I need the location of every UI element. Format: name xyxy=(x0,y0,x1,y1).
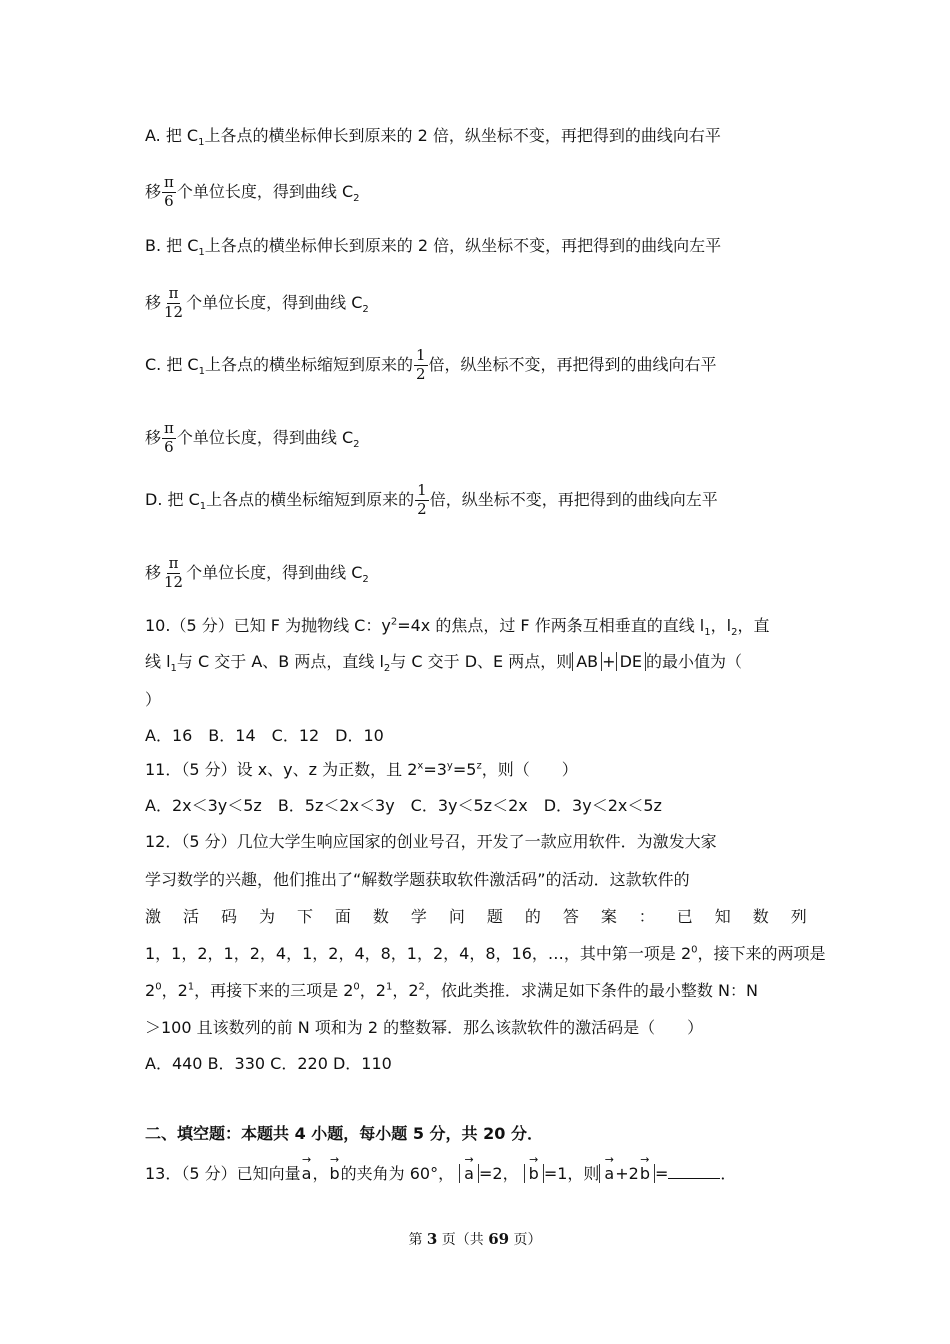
q12-line6: ＞100 且该数列的前 N 项和为 2 的整数幂．那么该款软件的激活码是（ ） xyxy=(145,1018,704,1037)
fraction: $\frac{\pi}{12}$ xyxy=(164,554,184,591)
abs-ab: AB xyxy=(572,652,602,671)
fraction: $\frac{\pi}{6}$ xyxy=(164,419,174,456)
abs-vector-a: → a xyxy=(459,1164,479,1183)
q9-option-d-line1: D. 把 $C_1$上各点的横坐标缩短到原来的 $\frac{1}{2}$ 倍，纵坐标不变，再把得到的曲线向左平 xyxy=(145,481,718,518)
q12-line1: 12．（5 分）几位大学生响应国家的创业号召，开发了一款应用软件．为激发大家 xyxy=(145,832,717,851)
q9-option-a-line2: 移 $\frac{\pi}{6}$ 个单位长度，得到曲线 $C_2$ xyxy=(145,173,360,210)
q10-line2: 线 $l_1$与 C 交于 A、B 两点，直线 $l_2$与 C 交于 D、E 两点，则 AB + DE 的最小值为（ xyxy=(145,652,743,675)
vector-a: → a xyxy=(302,1162,312,1182)
q10-options: A．16 B．14 C．12 D．10 xyxy=(145,726,384,745)
q9-option-a-line1: A. 把 $C_1$上各点的横坐标伸长到原来的 2 倍，纵坐标不变，再把得到的曲线向右平 xyxy=(145,126,721,149)
fraction: $\frac{\pi}{12}$ xyxy=(164,284,184,321)
q10-line3: ） xyxy=(145,690,162,709)
vector-b: → b xyxy=(329,1162,339,1182)
q12-line2: 学习数学的兴趣，他们推出了“解数学题获取软件激活码”的活动．这款软件的 xyxy=(145,870,690,889)
q11-options: A．2x＜3y＜5z B．5z＜2x＜3y C．3y＜5z＜2x D．3y＜2x＜5z xyxy=(145,796,662,815)
q12-line4: 1，1，2，1，2，4，1，2，4，8，1，2，4，8，16，…，其中第一项是 $2^0$，接下来的两项是 xyxy=(145,944,826,963)
q9-option-c-line2: 移 $\frac{\pi}{6}$ 个单位长度，得到曲线 $C_2$ xyxy=(145,419,360,456)
q11-stem: 11．（5 分）设 x、y、z 为正数，且 $2^x=3^y=5^z$，则（ ） xyxy=(145,760,578,779)
answer-blank xyxy=(668,1164,720,1179)
abs-vector-sum: → a+2→ b xyxy=(599,1164,655,1183)
fraction: $\frac{\pi}{6}$ xyxy=(164,173,174,210)
q10-line1: 10.（5 分）已知 F 为抛物线 C：$y^2=4x$ 的焦点，过 F 作两条互相垂直的直线 $l_1$，$l_2$，直 xyxy=(145,616,770,639)
abs-vector-b: → b xyxy=(524,1164,544,1183)
abs-de: DE xyxy=(616,652,646,671)
q9-option-b-line2: 移 $\frac{\pi}{12}$ 个单位长度，得到曲线 $C_2$ xyxy=(145,284,369,321)
fraction: $\frac{1}{2}$ xyxy=(416,346,426,383)
q9-option-b-line1: B. 把 $C_1$上各点的横坐标伸长到原来的 2 倍，纵坐标不变，再把得到的曲线向左平 xyxy=(145,236,722,259)
q9-option-d-line2: 移 $\frac{\pi}{12}$ 个单位长度，得到曲线 $C_2$ xyxy=(145,554,369,591)
q9-option-c-line1: C. 把 $C_1$上各点的横坐标缩短到原来的 $\frac{1}{2}$ 倍，纵坐标不变，再把得到的曲线向右平 xyxy=(145,346,717,383)
fraction: $\frac{1}{2}$ xyxy=(417,481,427,518)
q13-stem: 13．（5 分）已知向量→ a，→ b的夹角为 60°， → a =2， → b =1，则→ a+2→ b = ． xyxy=(145,1162,736,1182)
q12-line3: 激 活 码 为 下 面 数 学 问 题 的 答 案 ： 已 知 数 列 xyxy=(145,907,807,926)
page-footer: 第 3 页（共 69 页） xyxy=(408,1230,542,1248)
section-heading: 二、填空题：本题共 4 小题，每小题 5 分，共 20 分． xyxy=(145,1124,543,1143)
q12-options: A．440 B．330 C．220 D．110 xyxy=(145,1054,392,1073)
q12-line5: $2^0$，$2^1$，再接下来的三项是 $2^0$，$2^1$，$2^2$，依此类推．求满足如下条件的最小整数 N：N xyxy=(145,981,758,1000)
